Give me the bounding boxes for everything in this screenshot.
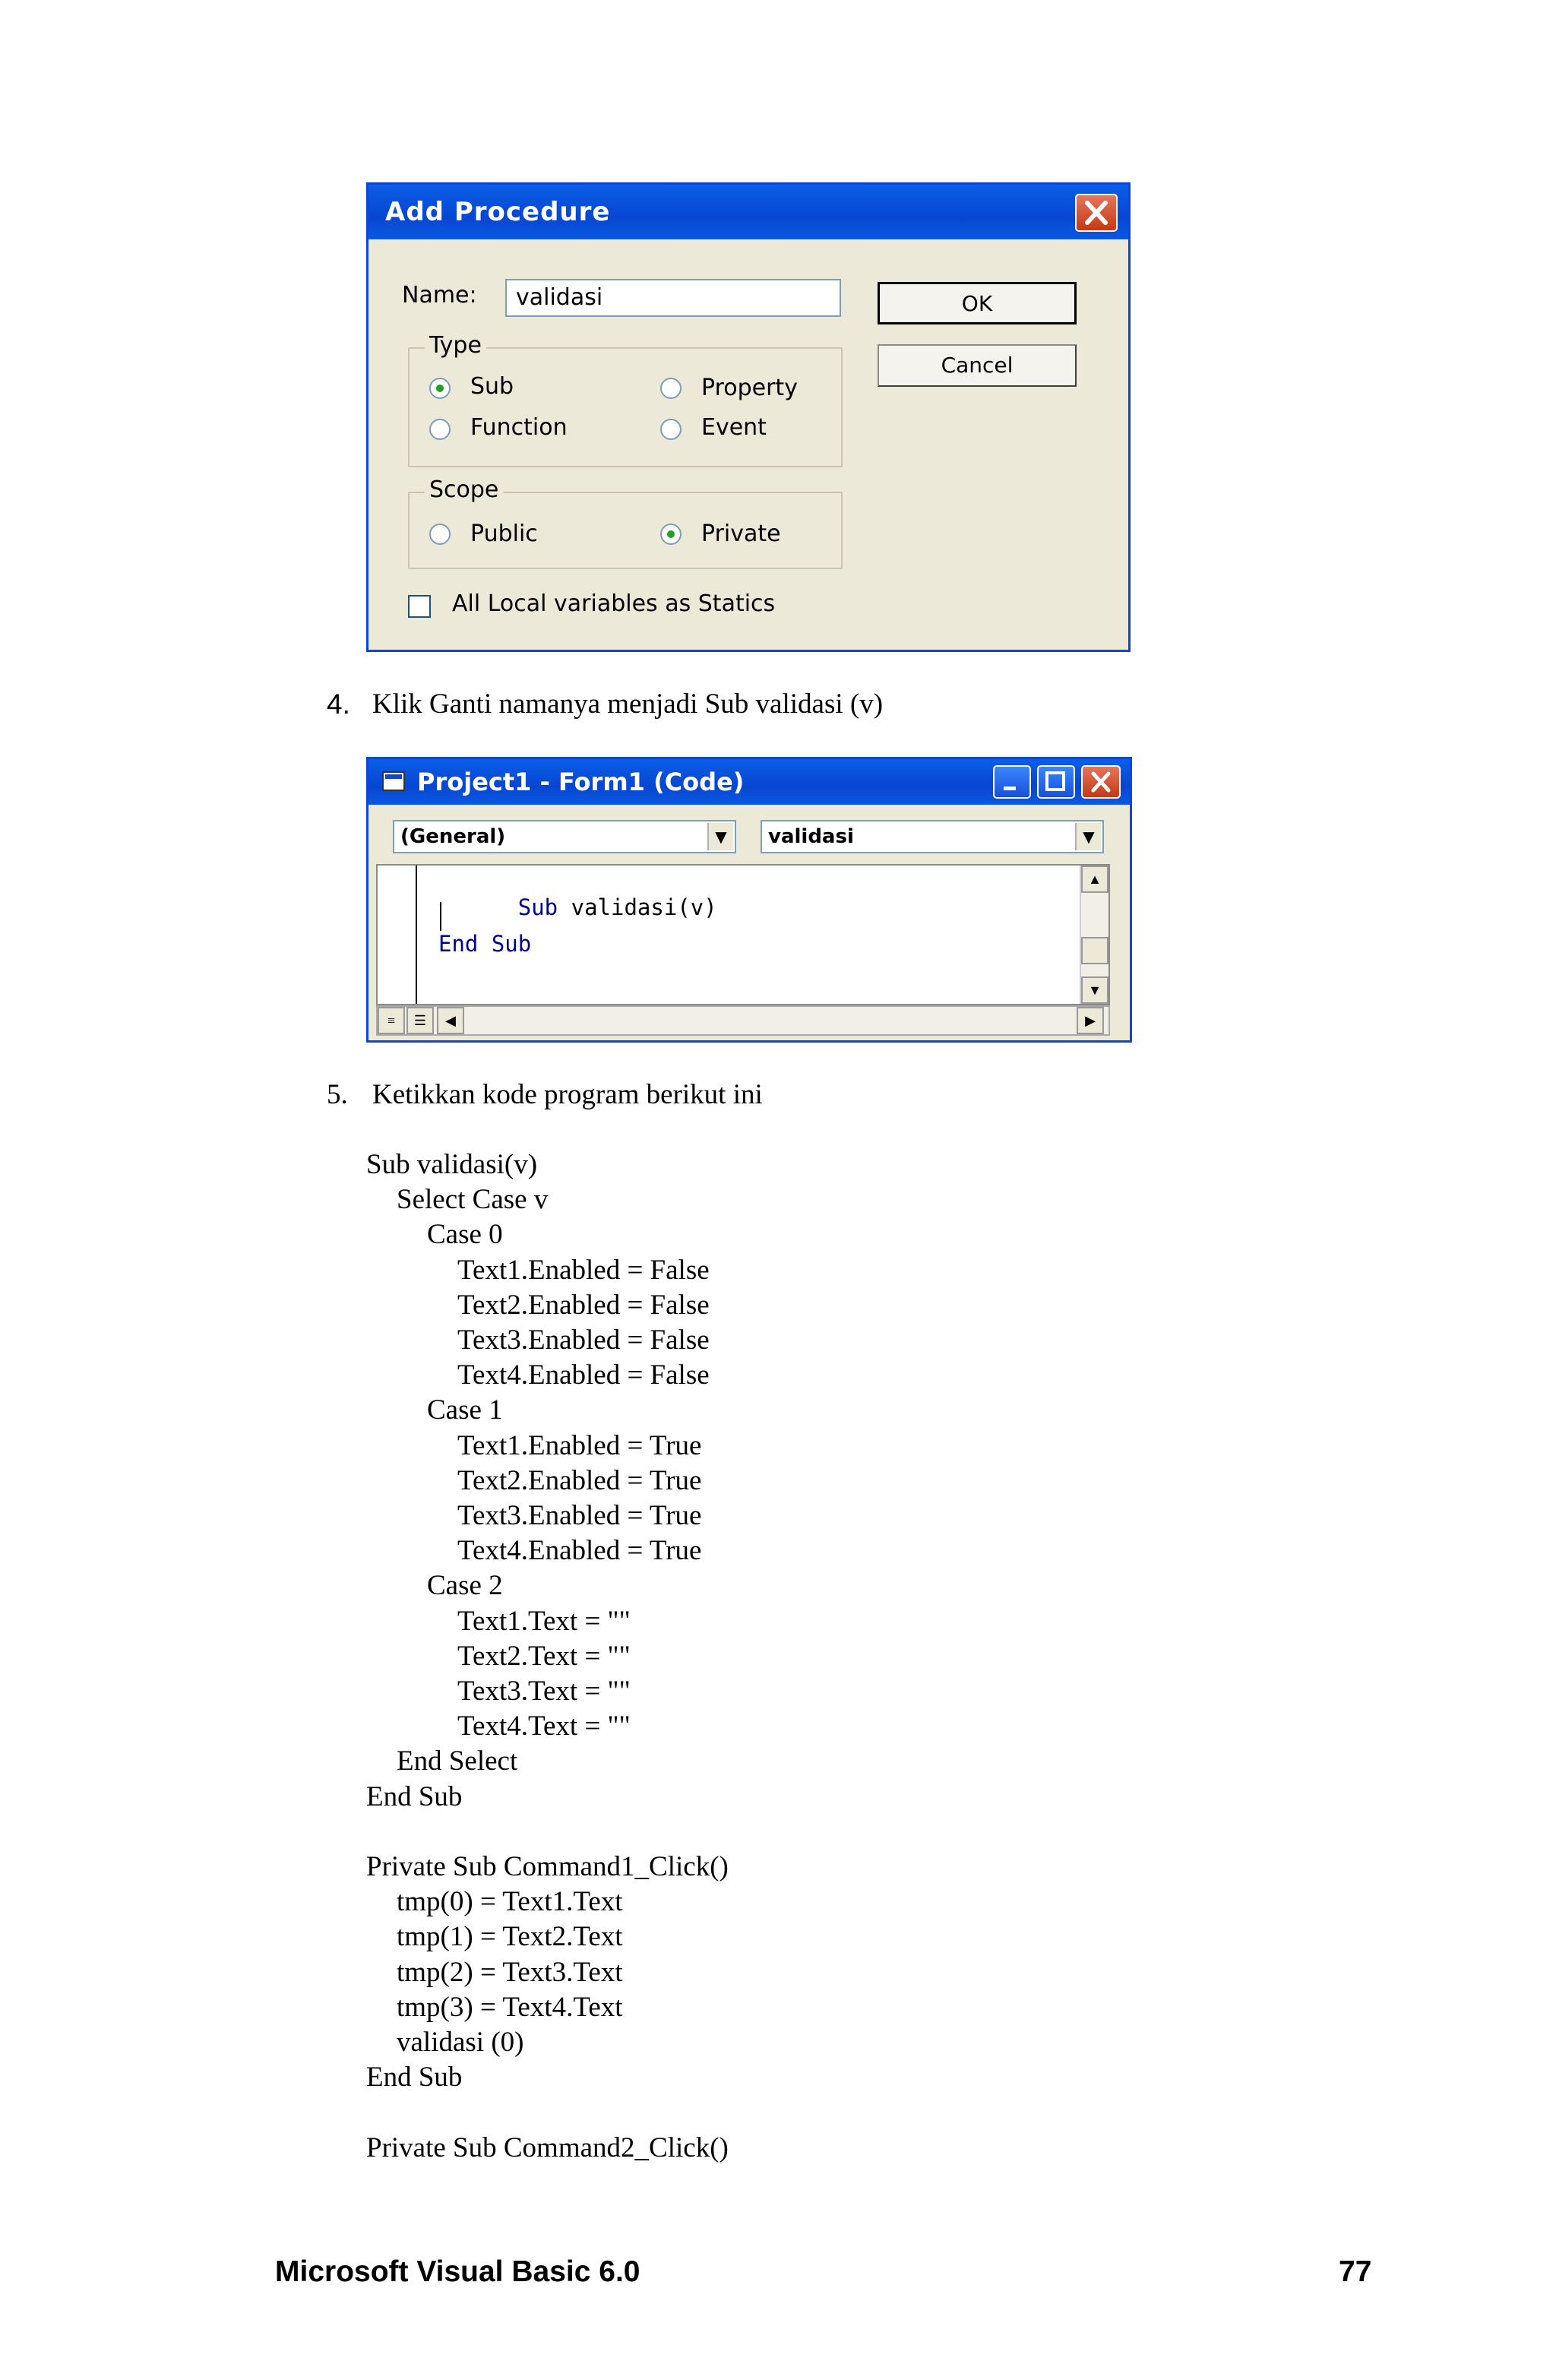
chevron-down-icon[interactable]: ▼ [707,823,733,850]
program-line: Case 0 [427,1219,503,1251]
program-line: tmp(3) = Text4.Text [397,1991,623,2023]
scope-group [408,476,843,569]
function-option-label: Function [470,414,568,441]
program-line: tmp(0) = Text1.Text [397,1886,623,1918]
horizontal-scrollbar[interactable] [376,1005,1110,1036]
program-line: tmp(2) = Text3.Text [397,1956,623,1988]
code-margin [378,866,417,1004]
cancel-button[interactable]: Cancel [878,344,1077,387]
public-option-label: Public [470,521,538,547]
scroll-right-icon[interactable]: ▶ [1077,1007,1104,1034]
public-radio[interactable] [429,524,451,545]
procedure-combo[interactable] [761,820,1104,853]
program-line: Text2.Enabled = False [457,1289,710,1321]
code-line-rest: validasi(v) [571,894,717,920]
text-cursor [440,902,441,931]
close-icon [1077,195,1116,230]
page-number: 77 [1339,2255,1372,2288]
program-line: Text3.Enabled = False [457,1325,710,1356]
program-line: Text2.Text = "" [457,1640,631,1672]
program-line: Text4.Enabled = False [457,1359,710,1391]
scroll-down-icon[interactable]: ▼ [1081,976,1108,1004]
minimize-icon [995,767,1029,797]
procedure-view-icon[interactable]: ≡ [378,1007,405,1034]
code-window [366,757,1132,1043]
code-editor[interactable] [376,864,1110,1005]
object-combo-value: (General) [400,825,506,848]
minimize-button[interactable] [993,765,1031,799]
maximize-button[interactable] [1037,765,1075,799]
full-module-view-icon[interactable]: ☰ [406,1007,434,1034]
program-line: Text2.Enabled = True [457,1464,702,1496]
program-line: Text1.Enabled = False [457,1254,710,1286]
step4-number: 4. [327,688,350,720]
name-input[interactable]: validasi [505,279,841,317]
ok-button[interactable]: OK [878,282,1077,324]
sub-option-label: Sub [470,373,514,400]
maximize-icon [1039,767,1074,797]
program-line: Text3.Text = "" [457,1676,631,1707]
scroll-up-icon[interactable]: ▲ [1081,866,1108,893]
statics-label: All Local variables as Statics [452,590,776,617]
program-line: Text4.Text = "" [457,1711,631,1742]
step5-number: 5. [327,1079,348,1110]
program-line: Case 1 [427,1394,503,1426]
program-line: End Sub [366,2062,463,2094]
step5-text: Ketikkan kode program berikut ini [372,1079,763,1110]
statics-checkbox[interactable] [408,595,431,618]
program-line: Case 2 [427,1570,503,1602]
procedure-combo-value: validasi [768,825,854,848]
property-option-label: Property [701,375,798,401]
window-close-button[interactable] [1081,765,1121,799]
program-line: Private Sub Command2_Click() [366,2132,729,2163]
form-icon [382,771,405,791]
scope-group-label: Scope [425,476,503,503]
name-label: Name: [402,282,477,309]
scroll-left-icon[interactable]: ◀ [437,1007,464,1034]
program-line: Text4.Enabled = True [457,1535,702,1567]
step4-text: Klik Ganti namanya menjadi Sub validasi (v) [372,688,884,720]
event-radio[interactable] [660,419,682,440]
dialog-title: Add Procedure [368,185,1128,239]
object-combo[interactable] [393,820,736,853]
program-line: Select Case v [397,1184,549,1216]
program-line: Text3.Enabled = True [457,1500,702,1531]
code-line-end-sub: End Sub [438,931,532,957]
program-line: Text1.Enabled = True [457,1429,702,1461]
program-line: tmp(1) = Text2.Text [397,1921,623,1953]
scroll-thumb[interactable] [1081,937,1108,964]
chevron-down-icon[interactable]: ▼ [1075,823,1101,850]
close-button[interactable] [1075,194,1118,232]
program-line: End Sub [366,1780,463,1812]
event-option-label: Event [701,414,767,441]
program-line: Sub validasi(v) [366,1149,538,1180]
property-radio[interactable] [660,378,682,399]
code-line-keyword: Sub [517,894,558,920]
program-line: End Select [397,1745,518,1777]
program-line: Text1.Text = "" [457,1605,631,1637]
private-radio[interactable] [660,524,682,545]
close-icon [1083,767,1119,797]
code-window-title: Project1 - Form1 (Code) [368,759,1130,805]
add-procedure-dialog [366,182,1131,652]
private-option-label: Private [701,521,781,547]
vertical-scrollbar[interactable] [1080,866,1108,1004]
function-radio[interactable] [429,419,451,440]
program-line: validasi (0) [397,2027,524,2058]
type-group-label: Type [425,332,486,359]
program-line: Private Sub Command1_Click() [366,1851,729,1882]
sub-radio[interactable] [429,378,451,399]
type-group [408,332,843,467]
footer-title: Microsoft Visual Basic 6.0 [275,2255,640,2288]
